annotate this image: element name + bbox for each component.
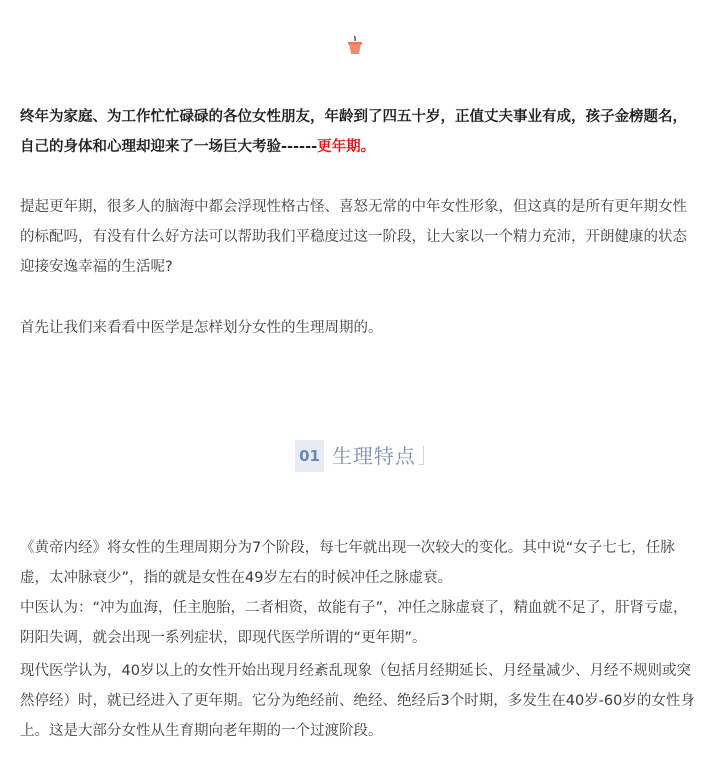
menopause-highlight: 更年期。 [317,139,376,155]
section-title: 生理特点 [331,444,416,468]
intro-paragraph: 终年为家庭、为工作忙忙碌碌的各位女性朋友，年龄到了四五十岁，正值丈夫事业有成，孩子金榜题名，自己的身体和心理却迎来了一场巨大考验------更年期。 [20,109,687,155]
section-heading [0,440,711,472]
question-paragraph: 提起更年期，很多人的脑海中都会浮现性格古怪、喜怒无常的中年女性形象，但这真的是所有更年期女性的标配吗，有没有什么好方法可以帮助我们平稳度过这一阶段，让大家以一个精力充沛，开朗健康的状态迎接安逸幸福的生活呢? [20,199,687,275]
lead-in-paragraph: 首先让我们来看看中医学是怎样划分女性的生理周期的。 [20,320,383,336]
flower-pot-icon [344,34,366,56]
body-paragraph-modern-medicine: 现代医学认为，40岁以上的女性开始出现月经紊乱现象（包括月经期延长、月经量减少、月经不规则或突然停经）时，就已经进入了更年期。它分为绝经前、绝经、绝经后3个时期，多发生在40岁-60岁的女性身上。这是大部分女性从生育期向老年期的一个过渡阶段。 [20,663,695,739]
body-paragraph-tcm: 中医认为：“冲为血海，任主胞胎，二者相资，故能有子”，冲任之脉虚衰了，精血就不足了，肝肾亏虚，阴阳失调，就会出现一系列症状，即现代医学所谓的“更年期”。 [20,600,688,646]
heading-corner-mark [419,446,424,465]
body-paragraph-huangdi: 《黄帝内经》将女性的生理周期分为7个阶段，每七年就出现一次较大的变化。其中说“女子七七，任脉虚，太冲脉衰少”，指的就是女性在49岁左右的时候冲任之脉虚衰。 [20,540,675,586]
section-number: 01 [295,440,324,472]
